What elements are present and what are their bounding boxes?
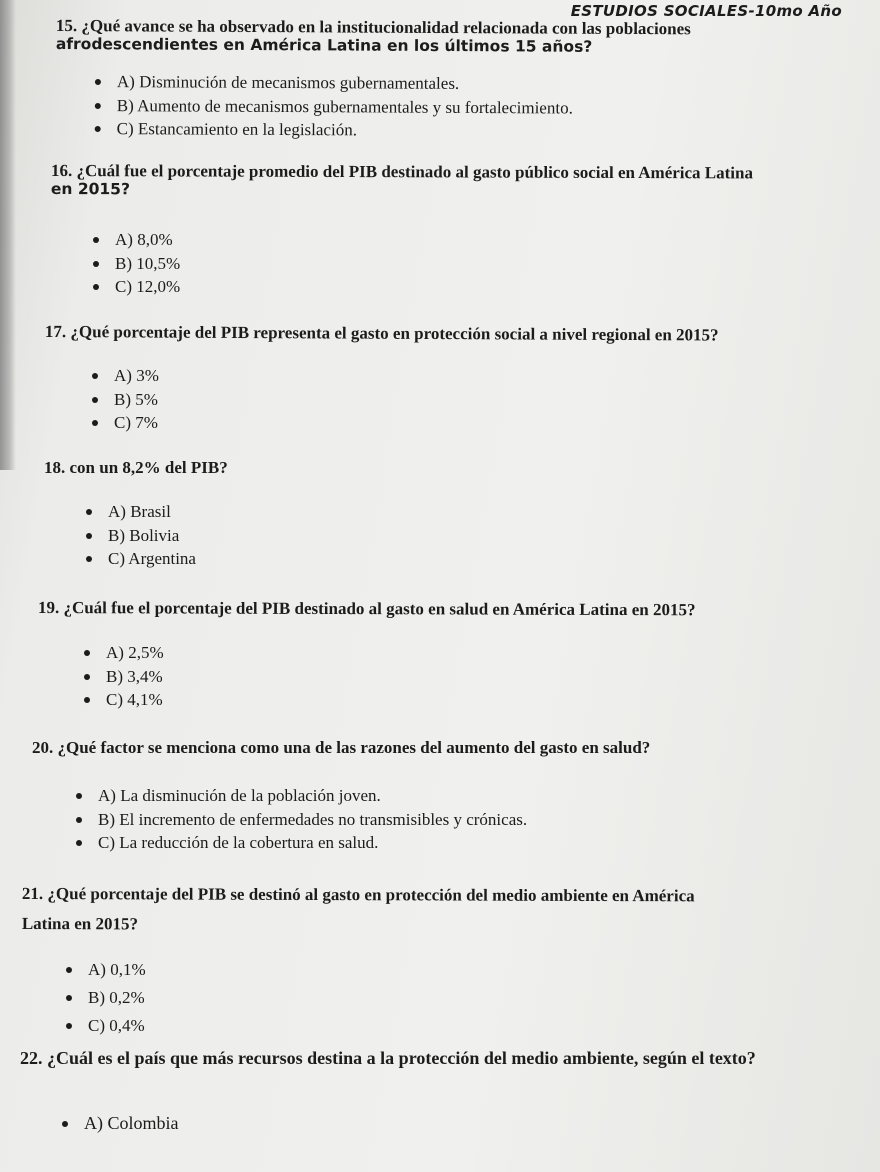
question-21-options: [66, 956, 146, 1040]
bullet-icon: [92, 397, 98, 403]
option-19-c[interactable]: C) 4,1%: [84, 688, 164, 712]
bullet-icon: [66, 967, 72, 973]
question-16-options: [93, 228, 180, 299]
question-16-line-2: en 2015?: [50, 179, 131, 199]
option-18-a[interactable]: A) Brasil: [86, 500, 196, 524]
question-21: [22, 879, 695, 941]
question-16-line-1: 16. ¿Cuál fue el porcentaje promedio del PIB destinado al gasto público social en América Latina: [50, 161, 754, 183]
option-22-a[interactable]: A) Colombia: [62, 1109, 179, 1137]
question-19-options: [84, 641, 164, 712]
bullet-icon: [95, 79, 101, 85]
bullet-icon: [93, 261, 99, 267]
bullet-icon: [66, 1023, 72, 1029]
bullet-icon: [95, 102, 101, 108]
option-20-c[interactable]: C) La reducción de la cobertura en salud.: [76, 831, 527, 855]
question-17: [45, 322, 719, 345]
question-22: [20, 1049, 756, 1068]
option-16-b[interactable]: B) 10,5%: [93, 252, 180, 276]
bullet-icon: [95, 126, 101, 132]
question-20-line-1: 20. ¿Qué factor se menciona como una de las razones del aumento del gasto en salud?: [32, 738, 651, 757]
bullet-icon: [93, 284, 99, 290]
bullet-icon: [62, 1121, 68, 1127]
question-18-line-1: 18. con un 8,2% del PIB?: [44, 458, 228, 477]
option-19-b[interactable]: B) 3,4%: [84, 665, 164, 689]
question-19-line-1: 19. ¿Cuál fue el porcentaje del PIB destinado al gasto en salud en América Latina en 2015?: [37, 598, 696, 620]
option-17-c[interactable]: C) 7%: [92, 411, 159, 435]
worksheet-header: ESTUDIOS SOCIALES-10mo Año: [570, 2, 842, 20]
bullet-icon: [93, 237, 99, 243]
question-22-options: [62, 1109, 179, 1137]
bullet-icon: [92, 420, 98, 426]
page-edge-shadow: [0, 0, 16, 470]
bullet-icon: [92, 373, 98, 379]
bullet-icon: [76, 817, 82, 823]
option-15-a[interactable]: A) Disminución de mecanismos gubernamentales.: [95, 70, 573, 96]
question-21-line-2: Latina en 2015?: [21, 913, 139, 934]
question-20-options: [76, 784, 527, 855]
question-22-line-1: 22. ¿Cuál es el país que más recursos destina a la protección del medio ambiente, según el texto?: [20, 1048, 756, 1068]
question-17-line-1: 17. ¿Qué porcentaje del PIB representa el gasto en protección social a nivel regional en 2015?: [44, 322, 719, 345]
bullet-icon: [66, 995, 72, 1001]
bullet-icon: [86, 533, 92, 539]
question-20: [32, 738, 650, 757]
option-18-c[interactable]: C) Argentina: [86, 547, 196, 571]
option-15-b[interactable]: B) Aumento de mecanismos gubernamentales y su fortalecimiento.: [95, 93, 573, 119]
bullet-icon: [84, 674, 90, 680]
option-19-a[interactable]: A) 2,5%: [84, 641, 164, 665]
bullet-icon: [86, 556, 92, 562]
option-17-a[interactable]: A) 3%: [92, 364, 159, 388]
question-15-options: [95, 70, 573, 143]
option-21-a[interactable]: A) 0,1%: [66, 956, 146, 984]
question-15-line-1: 15. ¿Qué avance se ha observado en la institucionalidad relacionada con las poblaciones: [55, 16, 691, 39]
question-17-options: [92, 364, 159, 435]
question-18: [44, 458, 228, 477]
question-16: [51, 161, 753, 201]
bullet-icon: [84, 650, 90, 656]
question-15: [56, 16, 691, 57]
option-15-c[interactable]: C) Estancamiento en la legislación.: [95, 117, 573, 143]
bullet-icon: [86, 509, 92, 515]
option-18-b[interactable]: B) Bolivia: [86, 524, 196, 548]
bullet-icon: [76, 840, 82, 846]
question-15-line-2: afrodescendientes en América Latina en los últimos 15 años?: [55, 34, 593, 56]
bullet-icon: [76, 793, 82, 799]
option-21-b[interactable]: B) 0,2%: [66, 984, 146, 1012]
bullet-icon: [84, 697, 90, 703]
question-18-options: [86, 500, 196, 571]
option-17-b[interactable]: B) 5%: [92, 388, 159, 412]
option-21-c[interactable]: C) 0,4%: [66, 1012, 146, 1040]
option-20-a[interactable]: A) La disminución de la población joven.: [76, 784, 527, 808]
question-19: [38, 598, 696, 619]
option-16-c[interactable]: C) 12,0%: [93, 275, 180, 299]
option-20-b[interactable]: B) El incremento de enfermedades no transmisibles y crónicas.: [76, 808, 527, 832]
option-16-a[interactable]: A) 8,0%: [93, 228, 180, 252]
question-21-line-1: 21. ¿Qué porcentaje del PIB se destinó al gasto en protección del medio ambiente en América: [21, 884, 695, 906]
